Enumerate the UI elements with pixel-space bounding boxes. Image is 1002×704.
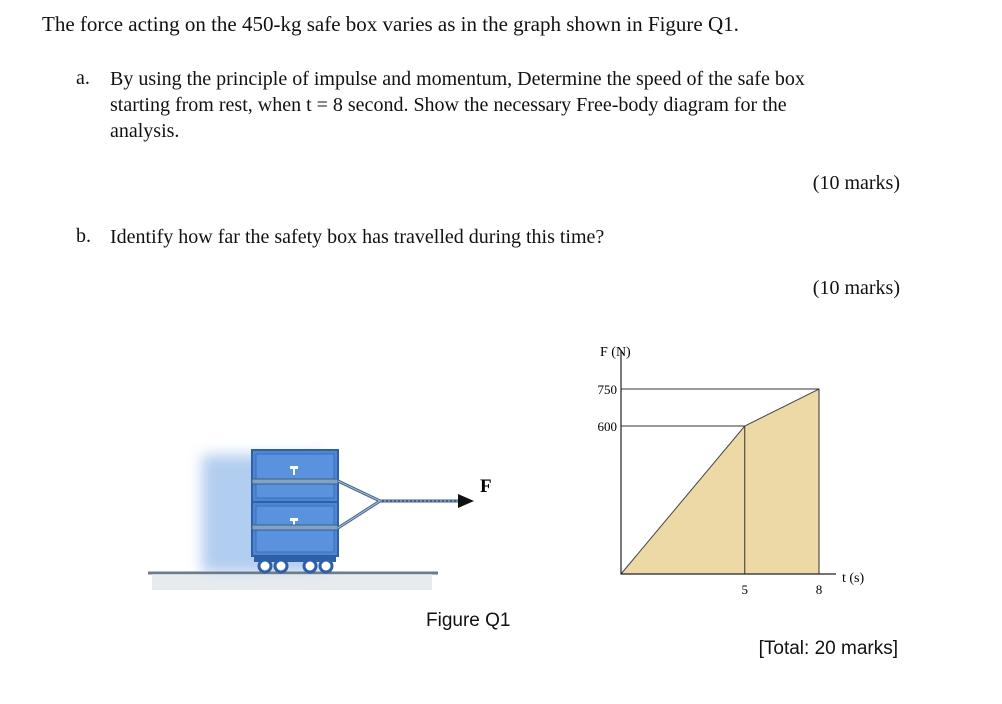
question-a-marks: (10 marks)	[812, 172, 900, 194]
x-axis-label: t (s)	[842, 571, 865, 586]
question-b-text: Identify how far the safety box has travelled during this time?	[110, 226, 605, 248]
total-marks: [Total: 20 marks]	[758, 638, 898, 659]
safe-box-illustration	[148, 450, 492, 590]
force-time-chart	[598, 345, 865, 597]
question-a-line-1: By using the principle of impulse and momentum, Determine the speed of the safe box	[110, 68, 805, 90]
figure-caption-text: Figure Q1	[426, 610, 511, 631]
y-tick-600: 600	[597, 419, 617, 434]
problem-intro: The force acting on the 450-kg safe box varies as in the graph shown in Figure Q1.	[42, 12, 739, 36]
x-tick-5: 5	[741, 582, 748, 597]
question-a-label: a.	[76, 67, 90, 89]
question-a-line-2: starting from rest, when t = 8 second. Show the necessary Free-body diagram for the	[110, 94, 787, 116]
question-b-marks: (10 marks)	[812, 277, 900, 299]
force-area	[621, 389, 819, 574]
y-axis-label: F (N)	[600, 345, 631, 360]
figure-q1	[140, 330, 880, 620]
question-a-line-3: analysis.	[110, 120, 180, 142]
question-b-label: b.	[76, 225, 91, 247]
x-tick-8: 8	[815, 582, 823, 597]
question-a-text	[110, 66, 900, 144]
force-arrow-head	[458, 494, 474, 508]
y-tick-750: 750	[597, 382, 617, 397]
force-label: F	[480, 476, 492, 497]
